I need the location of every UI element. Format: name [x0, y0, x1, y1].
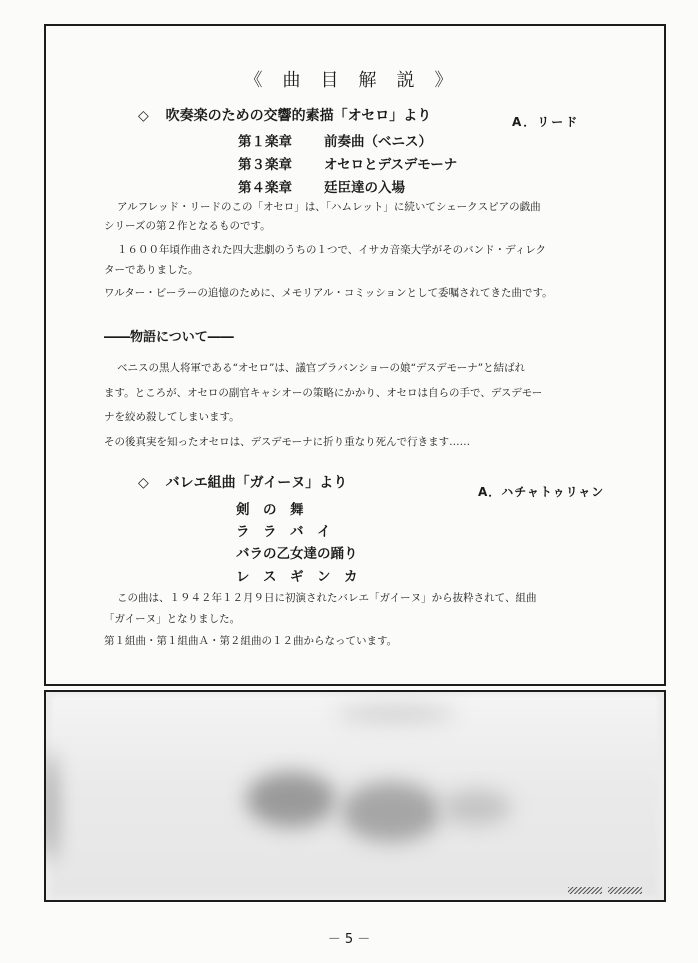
blurred-image-frame: [44, 690, 666, 902]
piece2-movement: 剣 の 舞: [236, 502, 304, 518]
piece2-desc-line: 第１組曲・第１組曲Ａ・第２組曲の１２曲からなっています。: [104, 635, 398, 647]
hatch-mark-icon: [608, 887, 642, 894]
piece1-desc-line: ワルター・ビーラーの追憶のために、メモリアル・コミッションとして委嘱されてきた曲です。: [104, 287, 553, 299]
movement-number: 第３楽章: [238, 157, 292, 173]
piece2-heading: [138, 472, 347, 492]
story-line: その後真実を知ったオセロは、デスデモーナに折り重なり死んで行きます……: [104, 436, 471, 448]
diamond-bullet-icon: ◇: [138, 475, 149, 491]
movement-number: 第１楽章: [238, 134, 292, 150]
hatch-mark-icon: [568, 887, 602, 894]
piece2-composer: A．ハチャトゥリャン: [478, 485, 605, 499]
movement-name: オセロとデスデモーナ: [324, 157, 458, 173]
story-line: ます。ところが、オセロの副官キャシオーの策略にかかり、オセロは自らの手で、デスデモー: [104, 387, 543, 399]
story-line: ナを絞め殺してしまいます。: [104, 411, 240, 423]
piece1-movement: [238, 130, 432, 150]
piece1-desc-line: シリーズの第２作となるものです。: [104, 220, 271, 232]
piece1-desc-line: ターでありました。: [104, 264, 199, 276]
piece1-heading: [138, 105, 431, 125]
piece1-movement: [238, 153, 457, 173]
blurred-figure-shape: [246, 772, 336, 827]
blurred-figure-shape: [341, 782, 441, 842]
page-number: － 5 －: [327, 932, 371, 947]
piece2-desc-line: 「ガイーヌ」となりました。: [104, 613, 241, 625]
diamond-bullet-icon: ◇: [138, 108, 149, 124]
blurred-text-shape: [336, 706, 456, 722]
page-title: 《 曲 目 解 説 》: [244, 70, 454, 91]
story-line: ベニスの黒人将軍である“オセロ”は、議官ブラバンショーの娘“デスデモーナ”と結ばれ: [117, 362, 526, 374]
blurred-figure-shape: [441, 790, 511, 825]
piece1-desc-line: １６００年頃作曲された四大悲劇のうちの１つで、イサカ音楽大学がそのバンド・ディレク: [117, 244, 547, 256]
piece2-title: バレエ組曲「ガイーヌ」より: [165, 475, 348, 491]
piece2-desc-line: この曲は、１９４２年１２月９日に初演されたバレエ「ガイーヌ」から抜粋されて、組曲: [117, 592, 537, 604]
story-heading: ――物語について――: [104, 330, 234, 345]
piece1-title: 吹奏楽のための交響的素描「オセロ」より: [165, 108, 432, 124]
piece2-movement: ラ ラ バ イ: [236, 524, 331, 540]
piece1-desc-line: アルフレッド・リードのこの「オセロ」は、「ハムレット」に続いてシェークスピアの戯曲: [117, 201, 541, 213]
movement-name: 廷臣達の入場: [324, 180, 405, 196]
piece2-movement: バラの乙女達の踊り: [236, 546, 358, 562]
movement-name: 前奏曲（ベニス）: [324, 134, 432, 150]
movement-number: 第４楽章: [238, 180, 292, 196]
piece1-movement: [238, 176, 405, 196]
piece1-composer: A．リード: [512, 115, 580, 129]
piece2-movement: レ ス ギ ン カ: [236, 569, 358, 585]
